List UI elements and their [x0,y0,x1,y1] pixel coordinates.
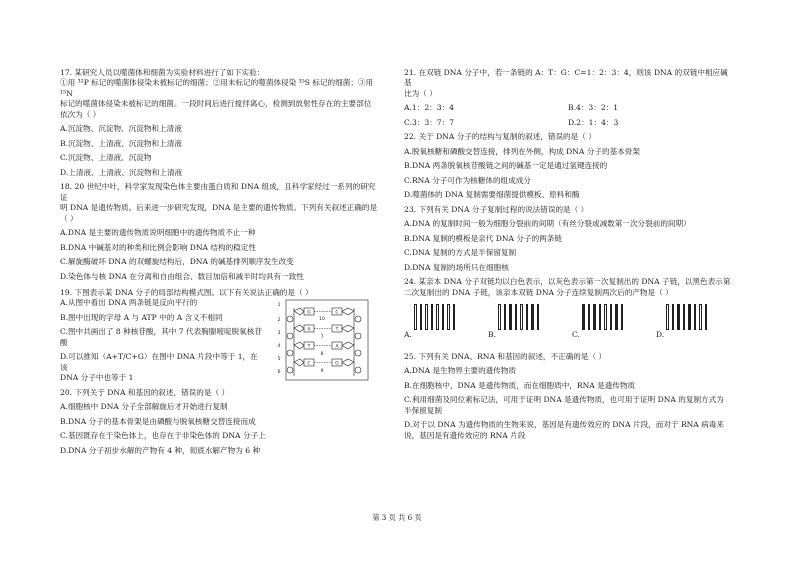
q25-option-a: A.DNA 是生物界主要的遗传物质 [404,366,517,376]
q17-stem: ①用 ³²P 标记的噬菌体侵染未被标记的细菌；②用未标记的噬菌体侵染 ³⁵S 标记的细菌；③用 ¹⁵N [60,78,374,98]
q24-stem: 24. 某亲本 DNA 分子双链均以白色表示，以灰色表示第一次复制出的 DNA 子链，以黑色表示第 [404,277,731,287]
q21-option-b: B.4：3：2：1 [568,103,619,113]
left-column [60,68,380,456]
part-label: 5 [277,357,281,363]
dna-strands-b [498,304,539,330]
dna-strands-c [582,304,623,330]
q19-option-d: D.可以推知（A+T/C+G）在图中 DNA 片段中等于 1，在该 [60,352,258,372]
base-label: T [307,344,311,350]
q19-option-a: A.从图中看出 DNA 两条链是反向平行的 [60,298,198,308]
q17-option-c: C.沉淀物、上清液、沉淀物 [60,153,152,163]
q20-option-c: C.基因既存在于染色体上，也存在于非染色体的 DNA 分子上 [60,431,266,441]
q25-option-c: 半保留复制 [404,405,442,415]
q19-stem: 19. 下图表示某 DNA 分子的局部结构模式图。以下有关说法正确的是（ ） [60,287,313,297]
part-label: 8 [320,352,324,358]
q18-option-d: D.染色体与核 DNA 在分离和自由组合、数目加倍和减半时均具有一致性 [60,271,304,281]
q21-option-a: A.1：2：3：4 [404,103,455,113]
q18-option-c: C.解旋酶破坏 DNA 的双螺旋结构后，DNA 的碱基排列顺序发生改变 [60,257,294,267]
q24-options-figure [404,300,732,350]
part-label: 4 [277,344,281,350]
part-label: 9 [320,369,324,375]
q24-option-a: A. [404,329,412,339]
part-label: 6 [277,370,281,376]
q23-option-d: D.DNA 复制的场所只在细胞核 [404,262,509,272]
q17-option-b: B.沉淀物、上清液、沉淀物和上清液 [60,138,182,148]
q17-stem: 标记的噬菌体侵染未被标记的细菌。一段时间后进行搅拌离心，检测到放射性存在的主要部位 [60,99,372,109]
q24-option-b: B. [488,329,496,339]
q23-option-c: C.DNA 复制的方式是半保留复制 [404,248,517,258]
q18-stem: 明 DNA 是遗传物质。后来进一步研究发现，DNA 是主要的遗传物质。下列有关叙述正确的是 [60,203,378,213]
q18-stem: 18. 20 世纪中叶，科学家发现染色体主要由蛋白质和 DNA 组成，且科学家经过一系列的研究证 [60,182,376,202]
part-label: 3 [277,331,281,337]
q25-option-d: 说，基因是有遗传效应的 RNA 片段 [404,430,526,440]
part-label: 1 [277,303,281,309]
q19-option-c: 酸 [60,337,68,347]
q21-stem: 21. 在双链 DNA 分子中，若一条链的 A：T：G：C=1：2：3：4，则该 DNA 的双链中相应碱基 [404,68,728,88]
q22-stem: 22. 关于 DNA 分子的结构与复制的叙述，错误的是（ ） [404,132,596,142]
q22-option-b: B.DNA 两条脱氧核苷酸链之间的碱基一定是通过氢键连接的 [404,161,608,171]
base-label: G [335,361,339,367]
base-label: C [307,361,311,367]
q21-option-c: C.3：3：7：7 [404,117,455,127]
q24-option-c: C. [572,329,580,339]
q20-option-d: D.DNA 分子初步水解的产物有 4 种，彻底水解产物为 6 种 [60,445,261,455]
q18-option-a: A.DNA 是主要的遗传物质说明细胞中的遗传物质不止一种 [60,228,256,238]
q24-option-d: D. [656,329,665,339]
q18-stem: （ ） [60,213,78,223]
base-label: A [307,327,311,333]
q23-option-b: B.DNA 复制的模板是亲代 DNA 分子的两条链 [404,233,562,243]
q17-stem: 17. 某研究人员以噬菌体和细菌为实验材料进行了如下实验： [60,68,265,77]
q25-option-d: D.对于以 DNA 为遗传物质的生物来说，基因是有遗传效应的 DNA 片段，而对于 RNA 病毒来 [404,420,724,430]
dna-structure-diagram [274,298,374,383]
part-label: 2 [277,318,281,324]
page-footer: 第 3 页 共 6 页 [372,513,422,522]
base-label: G [307,310,311,316]
base-label: C [335,310,339,316]
q17-option-d: D.上清液、上清液、沉淀物和上清液 [60,167,183,177]
base-label: T [335,327,339,333]
q19-option-d: DNA 分子中也等于 1 [60,373,134,383]
q20-stem: 20. 下列关于 DNA 和基因的叙述，错误的是（ ） [60,387,230,397]
dna-strands-a [414,304,455,330]
base-label: A [335,344,339,350]
q19-option-b: B.图中出现的字母 A 与 ATP 中的 A 含义不相同 [60,312,223,322]
q17-option-a: A.沉淀物、沉淀物、沉淀物和上清液 [60,124,182,134]
q17-stem: 依次为（ ） [60,109,101,119]
q24-stem: 二次复制出的 DNA 子链，该亲本双链 DNA 分子连续复制两次后的产物是（ ） [404,287,673,297]
dna-strands-d [666,304,707,330]
q19-option-c: C.图中共画出了 8 种核苷酸，其中 7 代表胸腺嘧啶脱氧核苷 [60,327,262,337]
q23-stem: 23. 下列有关 DNA 分子复制过程的说法错误的是（ ） [404,204,589,214]
q25-option-c: C.利用细菌及同位素标记法，可用于证明 DNA 是遗传物质，也可用于证明 DNA 的复制方式为 [404,395,724,405]
q25-stem: 25. 下列有关 DNA、RNA 和基因的叙述，不正确的是（ ） [404,351,607,361]
right-column [404,68,732,441]
q21-option-d: D.2：1：4：3 [568,117,619,127]
part-label: 7 [320,335,324,341]
q22-option-d: D.噬菌体的 DNA 复制需要细菌提供模板、原料和酶 [404,190,580,200]
q22-option-c: C.RNA 分子可作为核糖体的组成成分 [404,175,531,185]
q25-option-b: B.在细胞核中，DNA 是遗传物质，而在细胞质中，RNA 是遗传物质 [404,380,636,390]
part-label: 10 [319,317,325,323]
q20-option-a: A.细胞核中 DNA 分子全部解旋后才开始进行复制 [60,402,228,412]
q21-stem: 比为（ ） [404,88,437,98]
q18-option-b: B.DNA 中碱基对的种类和比例会影响 DNA 结构的稳定性 [60,242,256,252]
q20-option-b: B.DNA 分子的基本骨架是由磷酸与脱氧核糖交替连接而成 [60,416,256,426]
q22-option-a: A.脱氧核糖和磷酸交替连接，排列在外侧，构成 DNA 分子的基本骨架 [404,146,640,156]
q23-option-a: A.DNA 的复制时间一般为细胞分裂前的间期（有丝分裂或减数第一次分裂前的间期） [404,219,691,229]
